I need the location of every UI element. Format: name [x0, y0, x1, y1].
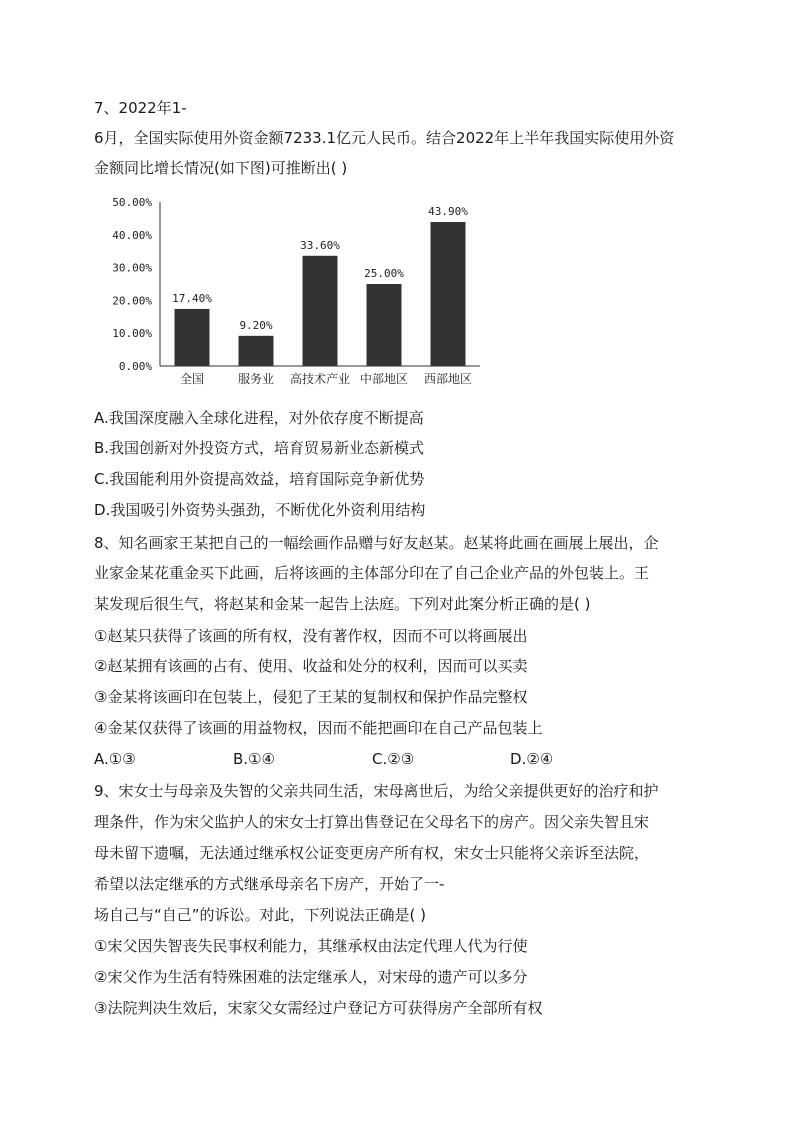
bar-value-label: 43.90%: [428, 205, 468, 219]
q8-choice-b: B.①④: [233, 750, 275, 768]
q7-stem-line-2: 金额同比增长情况(如下图)可推断出( ): [94, 159, 348, 177]
y-tick-label: 10.00%: [112, 327, 152, 341]
q7-option-b: B.我国创新对外投资方式，培育贸易新业态新模式: [94, 439, 425, 457]
bar: [367, 284, 402, 366]
y-tick-label: 20.00%: [112, 294, 152, 308]
q7-option-d: D.我国吸引外资势头强劲，不断优化外资利用结构: [94, 501, 426, 519]
q9-statement-3: ③法院判决生效后，宋家父女需经过户登记方可获得房产全部所有权: [94, 999, 543, 1017]
y-tick-label: 50.00%: [112, 196, 152, 209]
q9-statement-1: ①宋父因失智丧失民事权利能力，其继承权由法定代理人代为行使: [94, 937, 528, 955]
bar: [239, 336, 274, 366]
q8-statement-4: ④金某仅获得了该画的用益物权，因而不能把画印在自己产品包装上: [94, 719, 543, 737]
y-tick-label: 30.00%: [112, 261, 152, 275]
bar: [303, 256, 338, 366]
y-tick-label: 40.00%: [112, 228, 152, 242]
q8-statement-3: ③金某将该画印在包装上，侵犯了王某的复制权和保护作品完整权: [94, 688, 528, 706]
q9-stem-line-4: 希望以法定继承的方式继承母亲名下房产，开始了一-: [94, 875, 445, 893]
bar-value-label: 25.00%: [364, 267, 404, 280]
q8-statement-1: ①赵某只获得了该画的所有权，没有著作权，因而不可以将画展出: [94, 627, 528, 645]
q8-stem-line-1: 8、知名画家王某把自己的一幅绘画作品赠与好友赵某。赵某将此画在画展上展出，企: [94, 534, 659, 552]
x-category-label: 西部地区: [423, 372, 473, 386]
q8-stem-line-2: 业家金某花重金买下此画，后将该画的主体部分印在了自己企业产品的外包装上。王: [94, 564, 650, 582]
bar: [175, 309, 210, 366]
q9-stem-line-1: 9、宋女士与母亲及失智的父亲共同生活，宋母离世后，为给父亲提供更好的治疗和护: [94, 782, 659, 800]
q9-stem-line-5: 场自己与“自己”的诉讼。对此，下列说法正确是( ): [94, 906, 427, 924]
x-category-label: 全国: [179, 372, 205, 386]
x-category-label: 服务业: [237, 372, 275, 386]
q8-choice-c: C.②③: [372, 750, 415, 768]
y-tick-label: 0.00%: [118, 360, 152, 373]
q8-choice-d: D.②④: [510, 750, 554, 768]
q9-stem-line-2: 理条件，作为宋父监护人的宋女士打算出售登记在父母名下的房产。因父亲失智且宋: [94, 813, 650, 831]
bar-value-label: 17.40%: [172, 291, 212, 305]
q8-stem-line-3: 某发现后很生气，将赵某和金某一起告上法庭。下列对此案分析正确的是( ): [94, 595, 591, 613]
q7-option-c: C.我国能利用外资提高效益，培育国际竞争新优势: [94, 470, 425, 488]
x-category-label: 高技术产业: [289, 372, 351, 386]
q8-statement-2: ②赵某拥有该画的占有、使用、收益和处分的权利，因而可以买卖: [94, 657, 528, 675]
bar-value-label: 9.20%: [239, 318, 273, 332]
q9-stem-line-3: 母未留下遗嘱，无法通过继承权公证变更房产所有权，宋女士只能将父亲诉至法院，: [94, 844, 650, 862]
q9-statement-2: ②宋父作为生活有特殊困难的法定继承人，对宋母的遗产可以多分: [94, 968, 528, 986]
growth-bar-chart: [96, 188, 496, 390]
q8-choice-a: A.①③: [94, 750, 136, 768]
q8-choices: [94, 750, 654, 770]
bar: [431, 222, 466, 366]
q7-number-line: 7、2022年1-: [94, 99, 187, 117]
bar-value-label: 33.60%: [300, 238, 340, 252]
q7-option-a: A.我国深度融入全球化进程，对外依存度不断提高: [94, 409, 424, 427]
x-category-label: 中部地区: [359, 372, 409, 386]
q7-stem-line-1: 6月，全国实际使用外资金额7233.1亿元人民币。结合2022年上半年我国实际使用外资: [94, 129, 675, 147]
